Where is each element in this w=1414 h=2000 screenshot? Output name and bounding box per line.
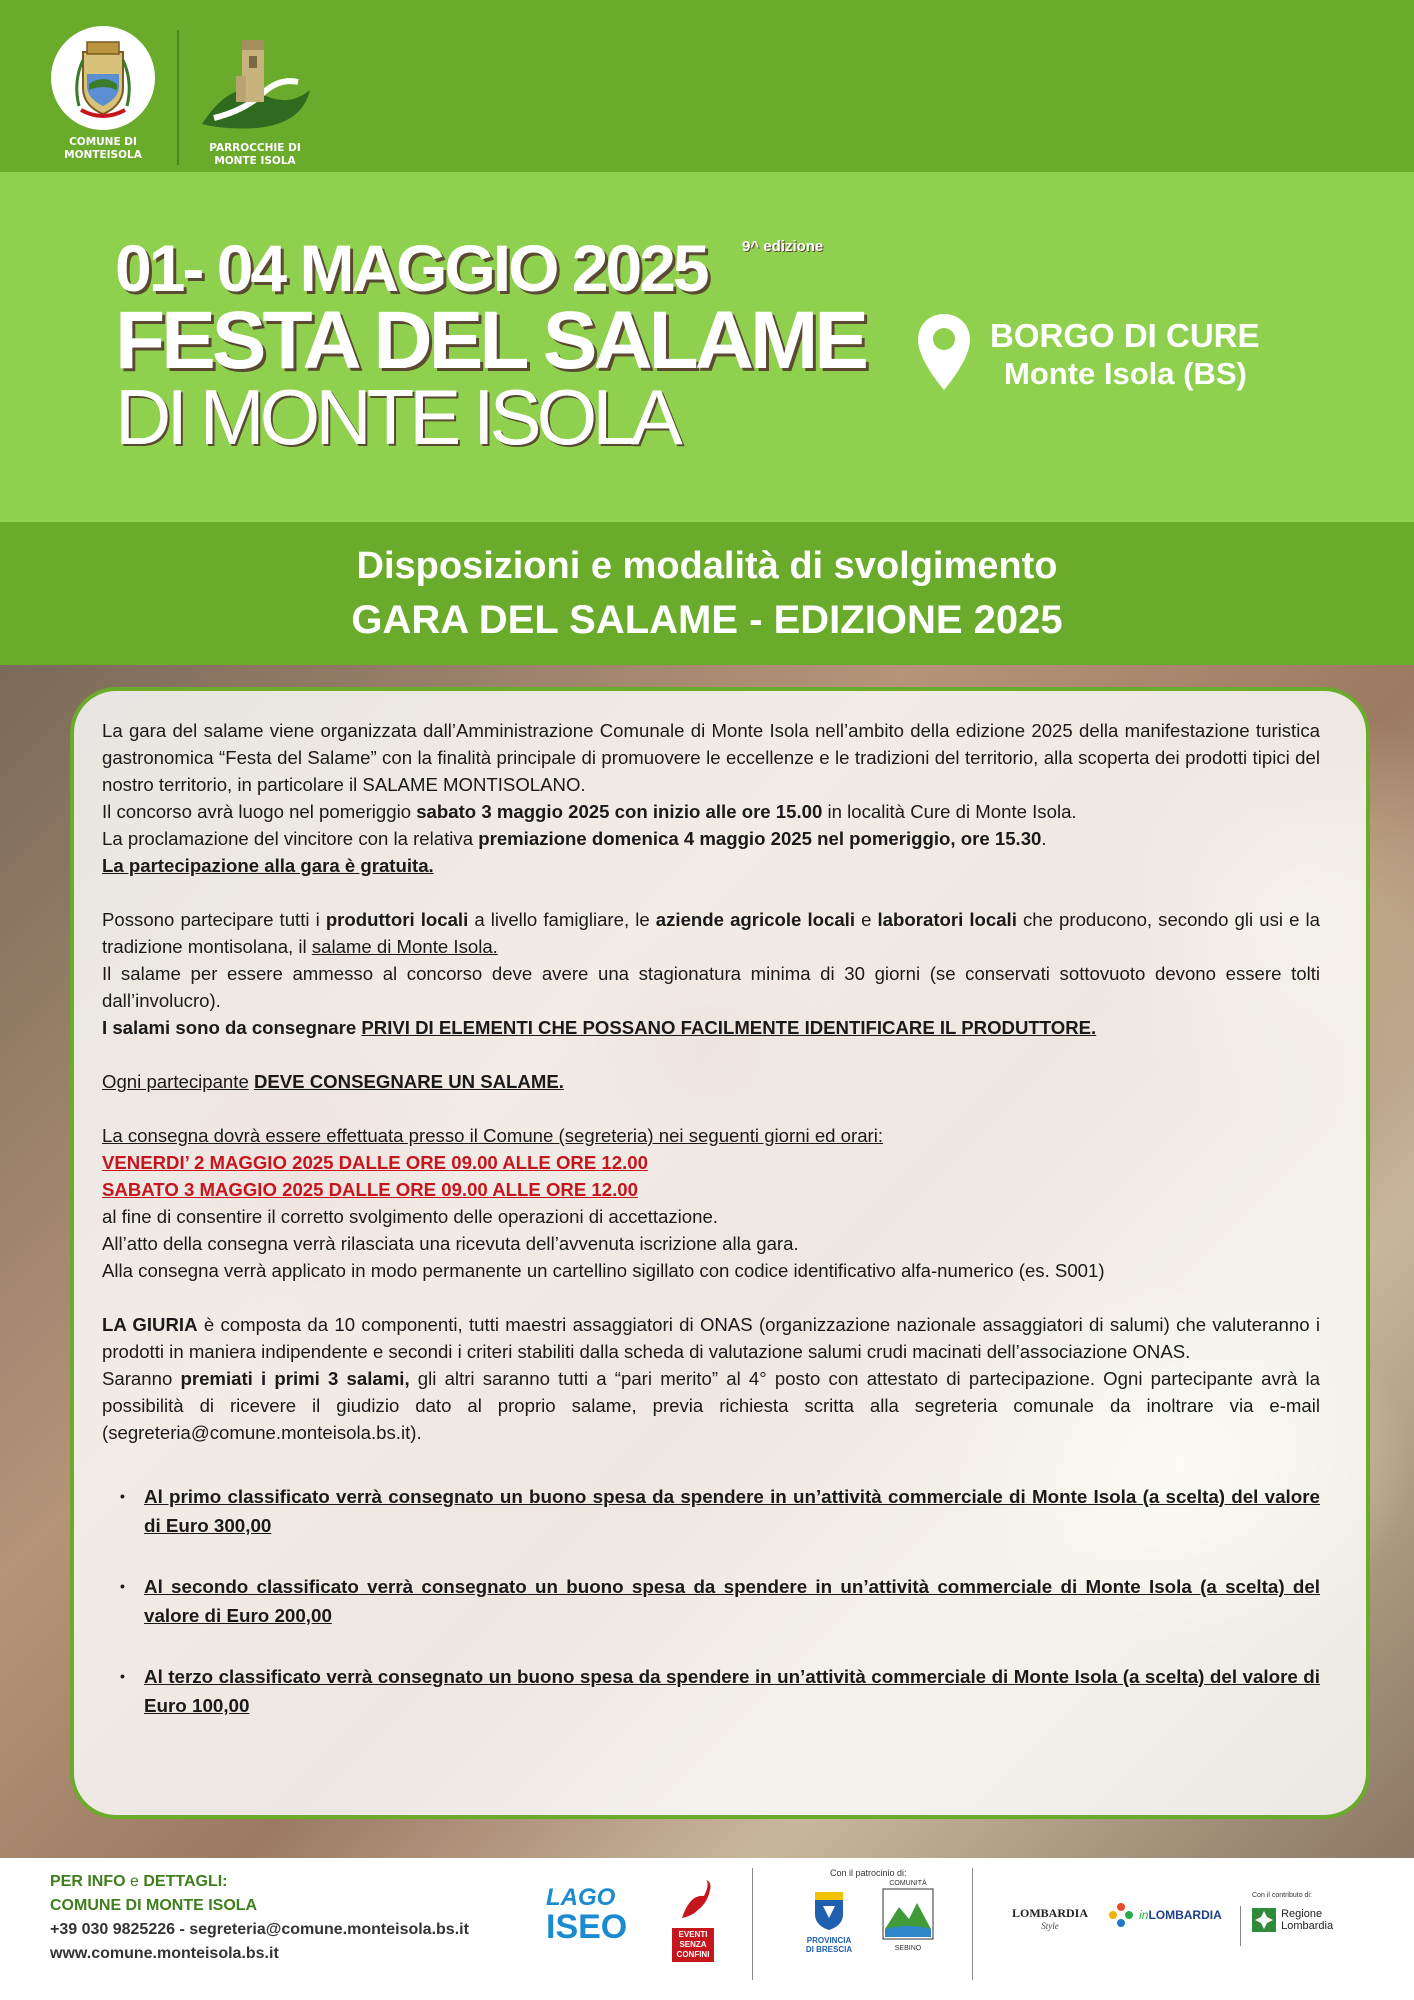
comune-label-2: MONTEISOLA — [64, 149, 142, 161]
heading-band — [0, 522, 1414, 665]
footer-separator-1 — [752, 1868, 753, 1980]
regione-rose-icon — [1252, 1908, 1276, 1932]
parrocchie-label-1: PARROCCHIE DI — [209, 142, 301, 154]
event-subtitle: DI MONTE ISOLA — [115, 373, 678, 461]
hero-banner — [0, 172, 1414, 522]
receipt-line: All’atto della consegna verrà rilasciata una ricevuta dell’avvenuta iscrizione alla gara. — [102, 1233, 799, 1254]
footer-org: COMUNE DI MONTE ISOLA — [50, 1897, 258, 1914]
parrocchie-label-2: MONTE ISOLA — [214, 155, 296, 167]
intro-paragraph: La gara del salame viene organizzata dall’Amministrazione Comunale di Monte Isola nell’ambito della edizione 2025 della manifestazione turistica gastronomica “Festa del Salame” con la finalità principale di promuovere le eccellenze e le tradizioni del territorio, alla scoperta dei prodotti tipici del nostro territorio, in particolare il SALAME MONTISOLANO. — [102, 720, 1320, 795]
eventi-senza-confini-logo: EVENTI SENZA CONFINI — [672, 1878, 714, 1962]
edition-label: 9^ edizione — [742, 238, 824, 255]
footer-contacts: PER INFO e DETTAGLI: COMUNE DI MONTE ISOLA +39 030 9825226 - segreteria@comune.monteisola.bs.it www.comune.monteisola.bs.it — [50, 1870, 469, 1966]
footer — [0, 1858, 1414, 2000]
rules-card — [70, 687, 1370, 1819]
purpose-line: al fine di consentire il corretto svolgimento delle operazioni di accettazione. — [102, 1206, 718, 1227]
comune-logo — [48, 26, 158, 162]
church-tower-icon — [196, 26, 314, 138]
contest-date-paragraph: Il concorso avrà luogo nel pomeriggio sabato 3 maggio 2025 con inizio alle ore 15.00 in località Cure di Monte Isola. — [102, 801, 1077, 822]
location-name: BORGO DI CURE — [990, 317, 1260, 354]
heading-line-2: GARA DEL SALAME - EDIZIONE 2025 — [351, 598, 1063, 642]
free-participation: La partecipazione alla gara è gratuita. — [102, 855, 434, 876]
contest-date: sabato 3 maggio 2025 con inizio alle ore 15.00 — [416, 801, 823, 822]
contributo-label: Con il contributo di: — [1252, 1892, 1312, 1899]
delivery-day-1: VENERDI’ 2 MAGGIO 2025 DALLE ORE 09.00 ALLE ORE 12.00 — [102, 1152, 648, 1173]
award-paragraph: La proclamazione del vincitore con la relativa premiazione domenica 4 maggio 2025 nel pomeriggio, ore 15.30. — [102, 828, 1047, 849]
event-dates: 01- 04 MAGGIO 2025 — [115, 231, 707, 305]
location-pin-icon — [916, 312, 972, 392]
prize-third: • Al terzo classificato verrà consegnato un buono spesa da spendere in un’attività commerciale di Monte Isola (a scelta) del valore di Euro 100,00 — [116, 1662, 1320, 1720]
mountain-lake-icon — [881, 1887, 935, 1941]
heading-line-1: Disposizioni e modalità di svolgimento — [356, 545, 1058, 587]
location-place: Monte Isola (BS) — [1004, 356, 1247, 391]
province-crest-icon — [811, 1888, 847, 1932]
inlombardia-logo: inLOMBARDIA — [1108, 1902, 1236, 1928]
comune-label-1: COMUNE DI — [69, 136, 137, 148]
tag-line: Alla consegna verrà applicato in modo permanente un cartellino sigillato con codice identificativo alfa-numerico (es. S001) — [102, 1260, 1105, 1281]
delivery-rule: I salami sono da consegnare PRIVI DI ELEMENTI CHE POSSANO FACILMENTE IDENTIFICARE IL PRODUTTORE. — [102, 1017, 1097, 1038]
parrocchie-logo — [196, 26, 314, 168]
prizes-paragraph: Saranno premiati i primi 3 salami, gli altri saranno tutti a “pari merito” al 4° posto con attestato di partecipazione. Ogni partecipante avrà la possibilità di ricevere il giudizio dato al proprio salame, previa richiesta scritta alla segreteria comunale da inoltrare via e-mail (segreteria@comune.monteisola.bs.it). — [102, 1368, 1321, 1443]
footer-website[interactable]: www.comune.monteisola.bs.it — [50, 1945, 279, 1962]
delivery-day-2: SABATO 3 MAGGIO 2025 DALLE ORE 09.00 ALLE ORE 12.00 — [102, 1179, 638, 1200]
participants-paragraph: Possono partecipare tutti i produttori locali a livello famigliare, le aziende agricole locali e laboratori locali che producono, secondo gli usi e la tradizione montisolana, il salame di Monte Isola. — [102, 909, 1320, 957]
provincia-brescia-logo: PROVINCIA DI BRESCIA — [804, 1888, 854, 1954]
logo-divider — [177, 30, 179, 165]
delivery-location: La consegna dovrà essere effettuata presso il Comune (segreteria) nei seguenti giorni ed orari: — [102, 1125, 884, 1146]
jury-paragraph: LA GIURIA è composta da 10 componenti, tutti maestri assaggiatori di ONAS (organizzazione nazionale assaggiatori di salumi) che valuteranno i prodotti in maniera indipendente e secondi i criteri stabiliti dalla scheda di valutazione salumi crudi macinati dell’associazione ONAS. — [102, 1314, 1320, 1362]
lombardia-style-logo: LOMBARDIA Style — [1012, 1906, 1089, 1931]
heron-icon — [672, 1878, 714, 1924]
prize-list — [102, 1482, 1320, 1720]
event-title: FESTA DEL SALAME — [115, 295, 865, 386]
award-date: premiazione domenica 4 maggio 2025 nel pomeriggio, ore 15.30 — [478, 828, 1042, 849]
patrocinio-label: Con il patrocinio di: — [830, 1868, 907, 1878]
crest-icon — [51, 26, 155, 130]
regione-lombardia-logo: Regione Lombardia — [1252, 1908, 1362, 1932]
footer-phone-email[interactable]: +39 030 9825226 - segreteria@comune.monteisola.bs.it — [50, 1921, 469, 1938]
comunita-montana-logo: COMUNITÀ SEBINO — [878, 1880, 938, 1952]
background-photo — [0, 665, 1414, 1858]
lago-iseo-logo: LAGO ISEO — [546, 1884, 628, 1946]
aging-paragraph: Il salame per essere ammesso al concorso deve avere una stagionatura minima di 30 giorni (se conservati sottovuoto devono essere tolti dall’involucro). — [102, 963, 1320, 1011]
flower-star-icon — [1108, 1902, 1134, 1928]
prize-second: • Al secondo classificato verrà consegnato un buono spesa da spendere in un’attività commerciale di Monte Isola (a scelta) del valore di Euro 200,00 — [116, 1572, 1320, 1630]
one-salame-rule: Ogni partecipante DEVE CONSEGNARE UN SALAME. — [102, 1071, 564, 1092]
footer-separator-2 — [972, 1868, 973, 1980]
footer-separator-3 — [1240, 1906, 1241, 1946]
prize-first: • Al primo classificato verrà consegnato un buono spesa da spendere in un’attività commerciale di Monte Isola (a scelta) del valore di Euro 300,00 — [116, 1482, 1320, 1540]
logo-band — [0, 0, 1414, 172]
